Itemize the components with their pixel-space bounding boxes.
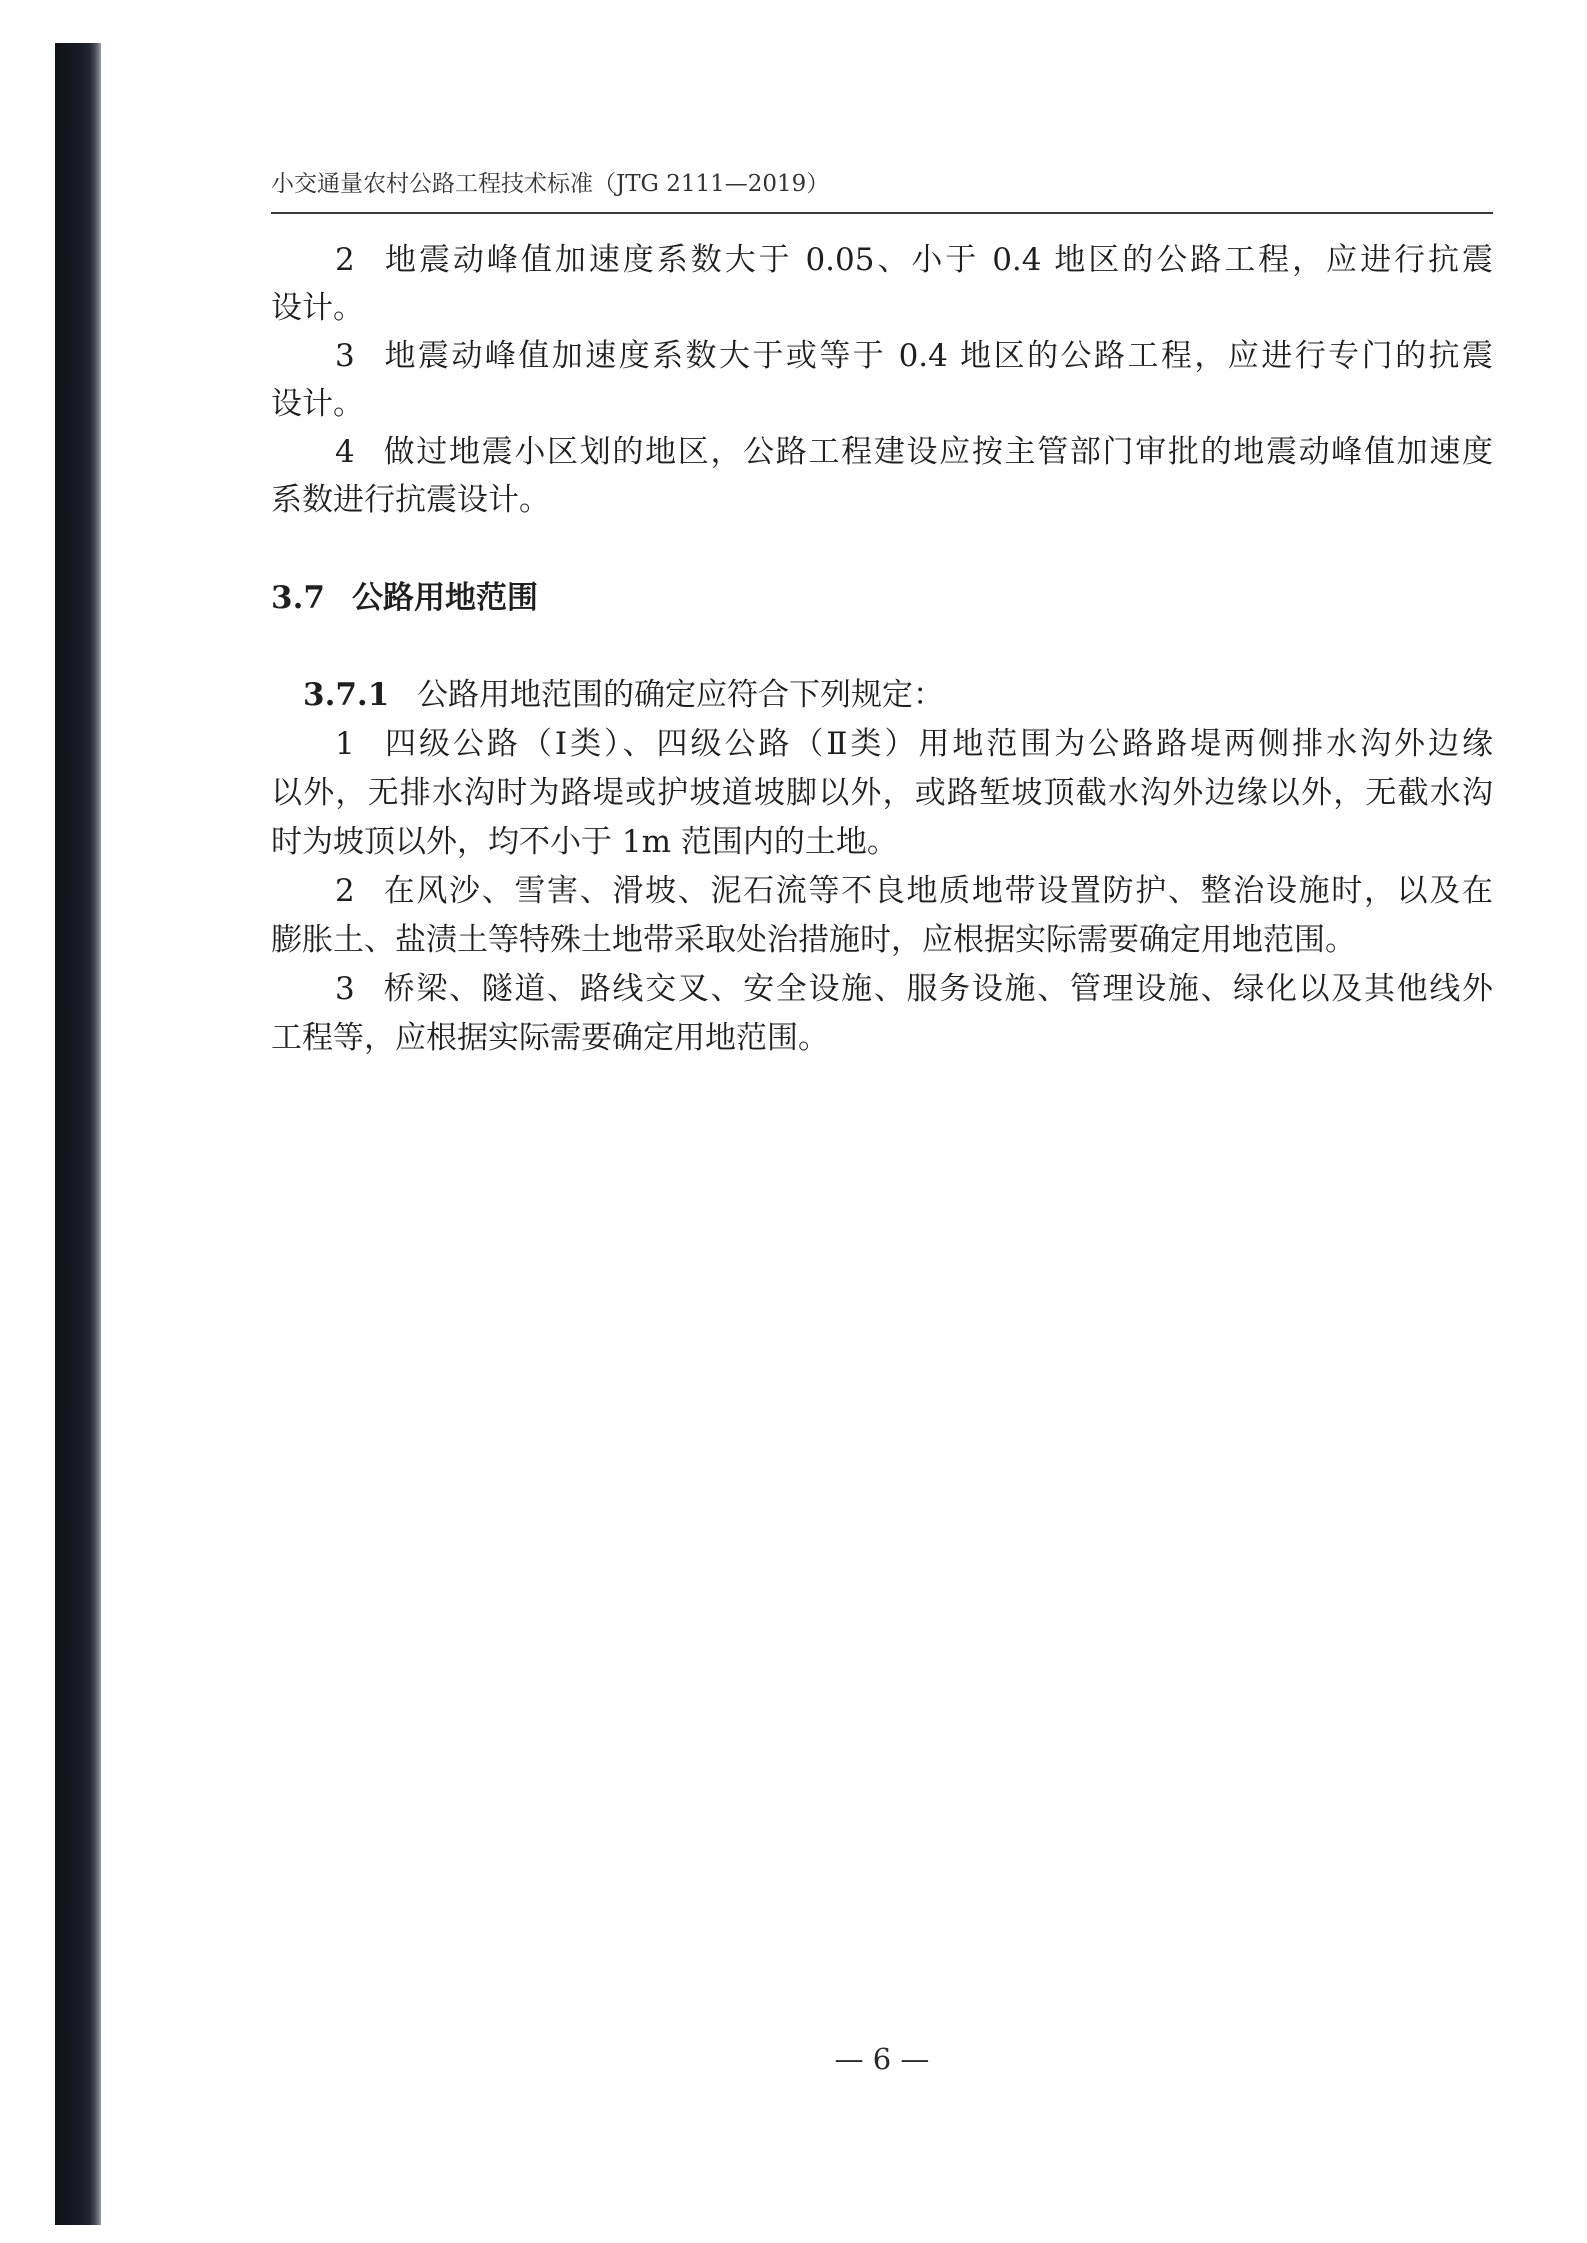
clause-item-1-text: 四级公路（Ⅰ类）、四级公路（Ⅱ类）用地范围为公路路堤两侧排水沟外边缘 [382,726,1493,762]
clause-item-1-number: 1 [335,726,355,762]
clause-item-1-line-2: 以外，无排水沟时为路堤或护坡道坡脚以外，或路堑坡顶截水沟外边缘以外，无截水沟 [271,775,1493,811]
item-4-number: 4 [335,434,355,470]
clause-number: 3.7.1 [303,677,390,713]
item-2-line-2: 设计。 [271,290,364,326]
scan-binding-edge [55,43,101,2225]
clause-lead-line [271,671,1493,720]
clause-item-1-line-3: 时为坡顶以外，均不小于 1m 范围内的土地。 [271,824,898,860]
item-3-number: 3 [335,338,355,374]
running-header-title: 小交通量农村公路工程技术标准（JTG 2111—2019） [271,171,830,197]
clause-3-7-1 [271,671,1493,1063]
item-4-text: 做过地震小区划的地区，公路工程建设应按主管部门审批的地震动峰值加速度 [382,434,1493,470]
section-heading [271,574,1493,622]
clause-item-3-number: 3 [335,971,355,1007]
item-2-text: 地震动峰值加速度系数大于 0.05、小于 0.4 地区的公路工程，应进行抗震 [382,242,1493,278]
clause-lead-text: 公路用地范围的确定应符合下列规定： [417,677,944,713]
clause-item-3-line-1 [271,965,1493,1014]
clause-item-1-line-1 [271,720,1493,769]
clause-item-2-text: 在风沙、雪害、滑坡、泥石流等不良地质地带设置防护、整治设施时，以及在 [382,873,1493,909]
item-3-line-2: 设计。 [271,386,364,422]
clause-item-3-text: 桥梁、隧道、路线交叉、安全设施、服务设施、管理设施、绿化以及其他线外 [382,971,1493,1007]
section-number: 3.7 [271,580,325,616]
item-2-number: 2 [335,242,355,278]
clause-item-2-number: 2 [335,873,355,909]
item-3-line-1 [271,332,1493,380]
item-3-text: 地震动峰值加速度系数大于或等于 0.4 地区的公路工程，应进行专门的抗震 [382,338,1493,374]
clause-item-3-line-2: 工程等，应根据实际需要确定用地范围。 [271,1020,829,1056]
clause-item-2-line-2: 膨胀土、盐渍土等特殊土地带采取处治措施时，应根据实际需要确定用地范围。 [271,922,1356,958]
item-2-line-1 [271,236,1493,284]
continued-items [271,236,1493,524]
item-4-line-1 [271,428,1493,476]
header-rule [271,212,1493,214]
item-4-line-2: 系数进行抗震设计。 [271,482,550,518]
section-title: 公路用地范围 [352,580,538,616]
clause-item-2-line-1 [271,867,1493,916]
page-number: — 6 — [834,2042,930,2076]
